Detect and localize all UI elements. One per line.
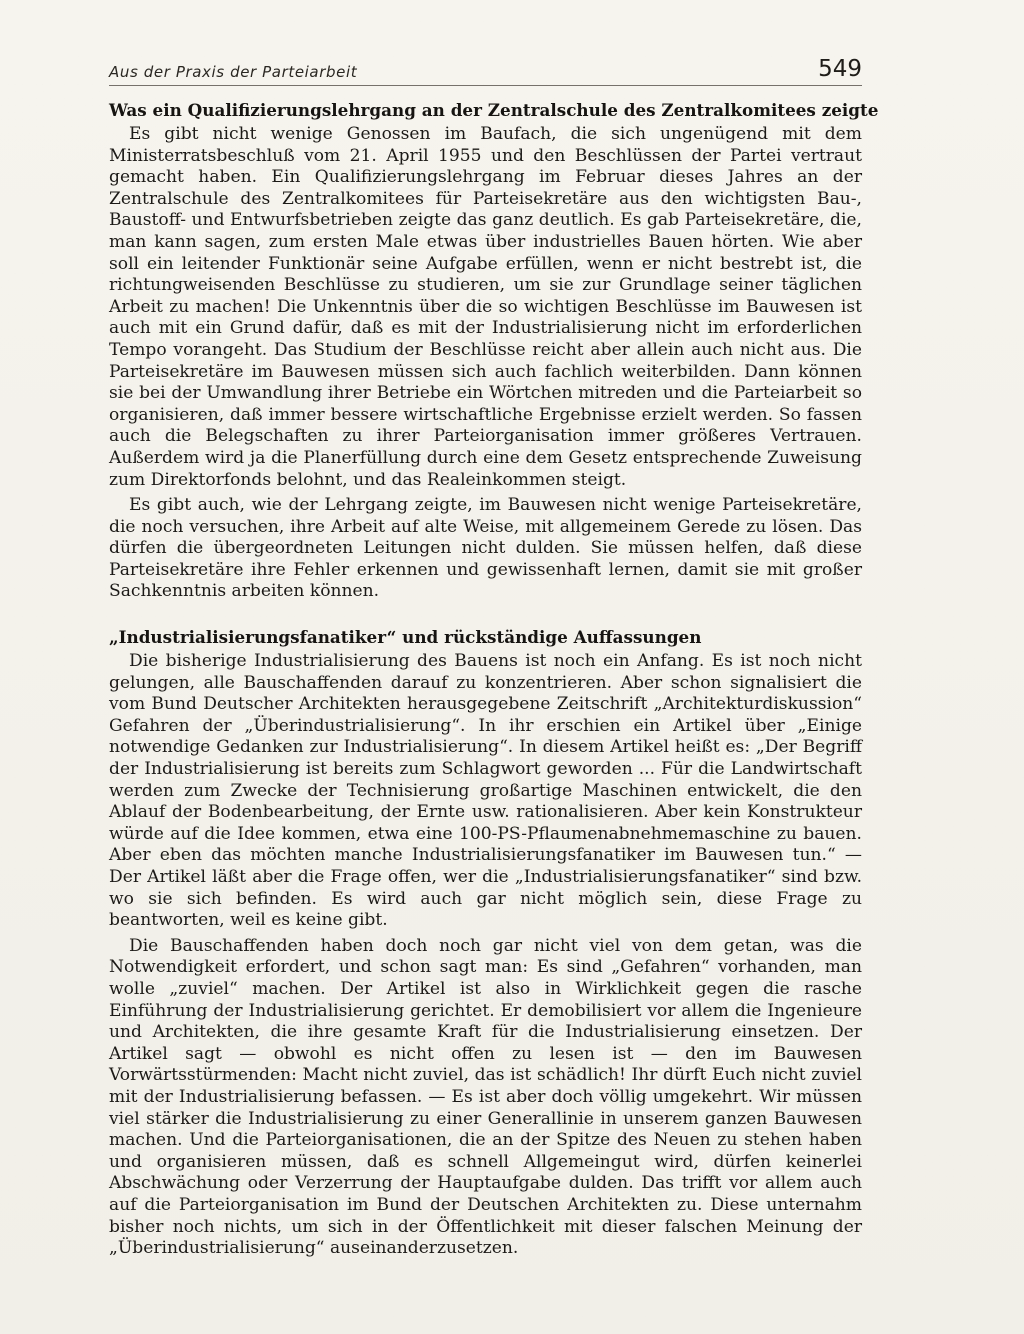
paragraph: Es gibt nicht wenige Genossen im Baufach, die sich ungenügend mit dem Ministerratsbeschluß vom 21. April 1955 und den Beschlüssen der Partei vertraut gemacht haben. Ein Qualifizierungslehrgang im Februar dieses Jahres an der Zentralschule des Zentralkomitees für Parteisekretäre aus den wichtigsten Bau-, Baustoff- und Entwurfsbetrieben zeigte das ganz deutlich. Es gab Parteisekretäre, die, man kann sagen, zum ersten Male etwas über industrielles Bauen hörten. Wie aber soll ein leitender Funktionär seine Aufgabe erfüllen, wenn er nicht bestrebt ist, die richtungweisenden Beschlüsse zu studieren, um sie zur Grundlage seiner täglichen Arbeit zu machen! Die Unkenntnis über die so wichtigen Beschlüsse im Bauwesen ist auch mit ein Grund dafür, daß es mit der Industrialisierung nicht im erforderlichen Tempo vorangeht. Das Studium der Beschlüsse reicht aber allein auch nicht aus. Die Parteisekretäre im Bauwesen müssen sich auch fachlich weiterbilden. Dann können sie bei der Umwandlung ihrer Betriebe ein Wörtchen mitreden und die Parteiarbeit so organisieren, daß immer bessere wirtschaftliche Ergebnisse erzielt werden. So fassen auch die Belegschaften zu ihrer Parteiorganisation immer größeres Vertrauen. Außerdem wird ja die Planerfüllung durch eine dem Gesetz entsprechende Zuweisung zum Direktorfonds belohnt, und das Realeinkommen steigt. xyxy=(109,124,862,490)
header-rule xyxy=(109,85,862,86)
paragraph: Die bisherige Industrialisierung des Bauens ist noch ein Anfang. Es ist noch nicht gelungen, alle Bauschaffenden darauf zu konzentrieren. Aber schon signalisiert die vom Bund Deutscher Architekten herausgegebene Zeitschrift „Architekturdiskussion“ Gefahren der „Überindustrialisierung“. In ihr erschien ein Artikel über „Einige notwendige Gedanken zur Industrialisierung“. In diesem Artikel heißt es: „Der Begriff der Industrialisierung ist bereits zum Schlagwort geworden ... Für die Landwirtschaft werden zum Zwecke der Technisierung großartige Maschinen entwickelt, die den Ablauf der Bodenbearbeitung, der Ernte usw. rationalisieren. Aber kein Konstrukteur würde auf die Idee kommen, etwa eine 100-PS-Pflaumenabnehmemaschine zu bauen. Aber eben das möchten manche Industrialisierungsfanatiker im Bauwesen tun.“ — Der Artikel läßt aber die Frage offen, wer die „Industrialisierungsfanatiker“ sind bzw. wo sie sich befinden. Es wird auch gar nicht möglich sein, diese Frage zu beantworten, weil es keine gibt. xyxy=(109,651,862,931)
section-qualifizierungslehrgang xyxy=(109,100,879,603)
paragraph: Die Bauschaffenden haben doch noch gar nicht viel von dem getan, was die Notwendigkeit erfordert, und schon sagt man: Es sind „Gefahren“ vorhanden, man wolle „zuviel“ machen. Der Artikel ist also in Wirklichkeit gegen die rasche Einführung der Industrialisierung gerichtet. Er demobilisiert vor allem die Ingenieure und Architekten, die ihre gesamte Kraft für die Industrialisierung einsetzen. Der Artikel sagt — obwohl es nicht offen zu lesen ist — den im Bauwesen Vorwärtsstürmenden: Macht nicht zuviel, das ist schädlich! Ihr dürft Euch nicht zuviel mit der Industrialisierung befassen. — Es ist aber doch völlig umgekehrt. Wir müssen viel stärker die Industrialisierung zu einer Generallinie in unserem ganzen Bauwesen machen. Und die Parteiorganisationen, die an der Spitze des Neuen zu stehen haben und organisieren müssen, daß es schnell Allgemeingut wird, dürfen keinerlei Abschwächung oder Verzerrung der Hauptaufgabe dulden. Das trifft vor allem auch auf die Parteiorganisation im Bund der Deutschen Architekten zu. Diese unternahm bisher noch nichts, um sich in der Öffentlichkeit mit dieser falschen Meinung der „Überindustrialisierung“ auseinanderzusetzen. xyxy=(109,935,862,1259)
paragraph: Es gibt auch, wie der Lehrgang zeigte, im Bauwesen nicht wenige Parteisekretäre, die noch versuchen, ihre Arbeit auf alte Weise, mit allgemeinem Gerede zu lösen. Das dürfen die übergeordneten Leitungen nicht dulden. Sie müssen helfen, daß diese Parteisekretäre ihre Fehler erkennen und gewissenhaft lernen, damit sie mit großer Sachkenntnis arbeiten können. xyxy=(109,495,862,602)
section-industrialisierungsfanatiker xyxy=(109,627,862,1260)
page-header xyxy=(109,58,862,86)
section-heading: „Industrialisierungsfanatiker“ und rückständige Auffassungen xyxy=(109,627,702,648)
article-body xyxy=(109,100,879,1266)
page-number: 549 xyxy=(818,56,862,82)
section-heading: Was ein Qualifizierungslehrgang an der Zentralschule des Zentralkomitees zeigte xyxy=(109,100,879,120)
running-title: Aus der Praxis der Parteiarbeit xyxy=(109,63,358,81)
